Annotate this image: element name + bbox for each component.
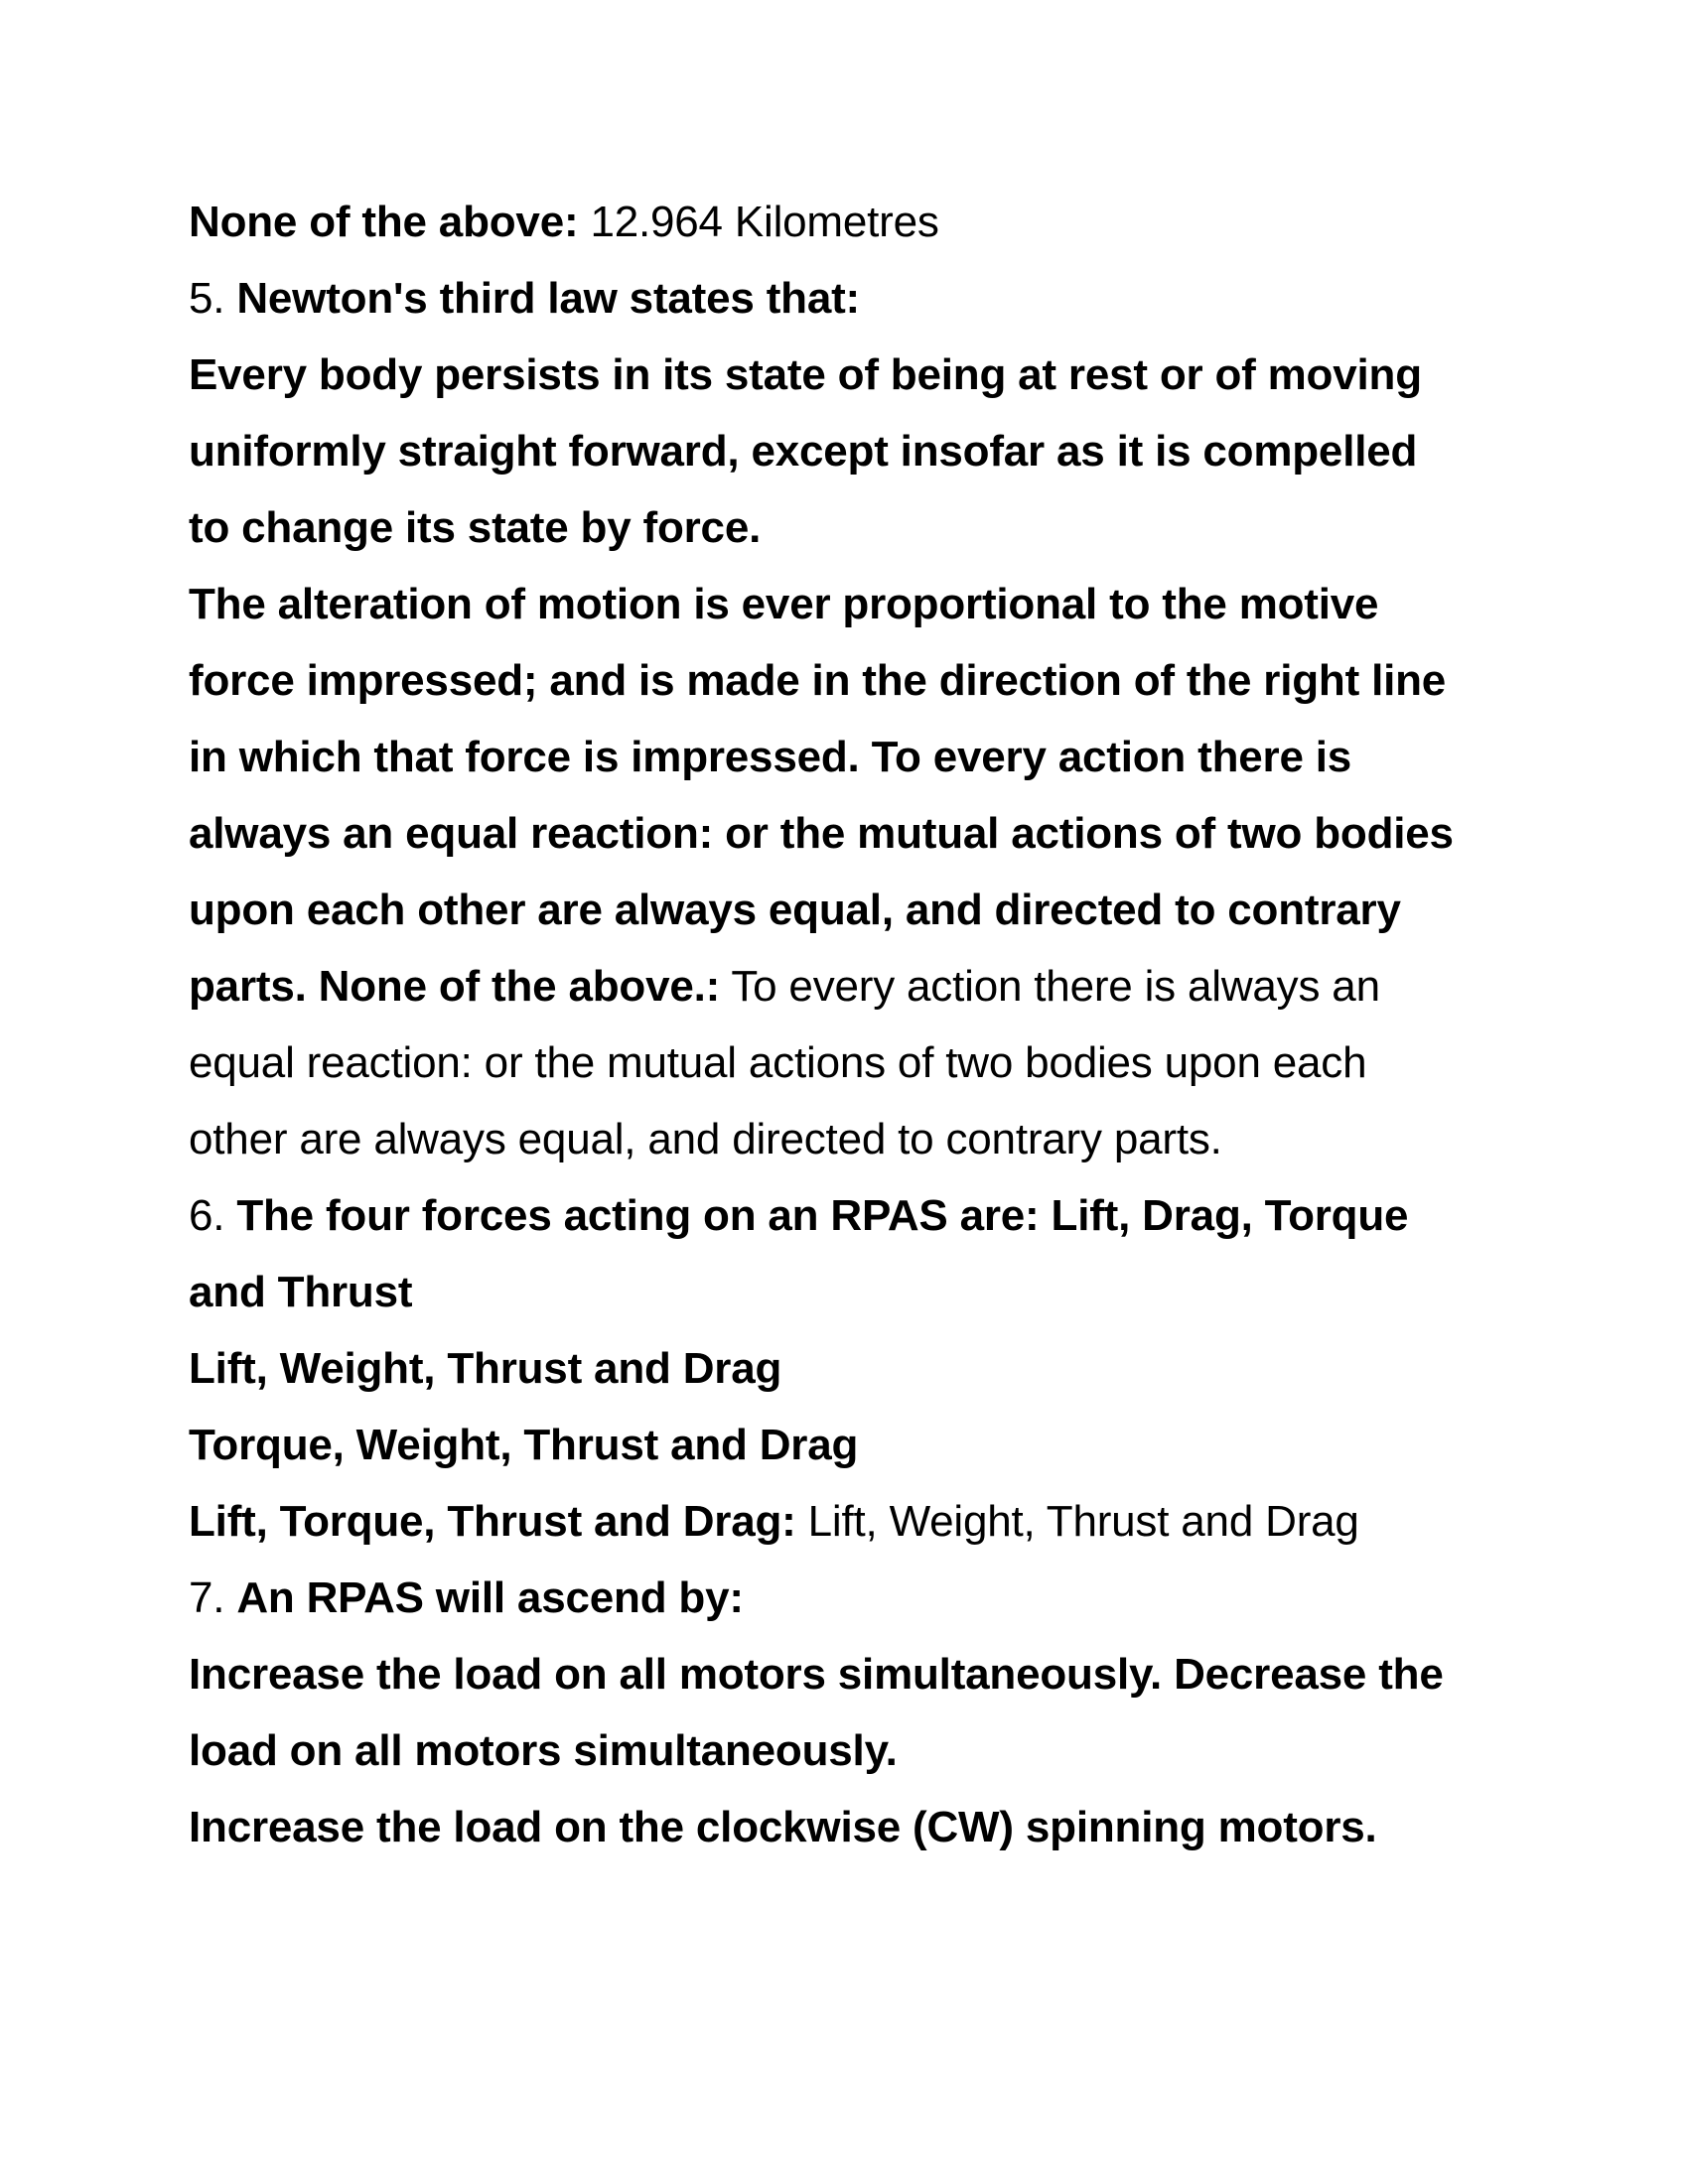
text-segment: always an equal reaction: or the mutual actions of two bodies bbox=[189, 809, 1454, 858]
text-segment: Every body persists in its state of being at rest or of moving bbox=[189, 350, 1422, 399]
text-segment: to change its state by force. bbox=[189, 503, 762, 552]
text-line bbox=[189, 489, 1539, 566]
text-line bbox=[189, 337, 1539, 413]
text-line bbox=[189, 1789, 1539, 1865]
text-segment: in which that force is impressed. To every action there is bbox=[189, 733, 1352, 781]
text-segment: To every action there is always an bbox=[720, 962, 1380, 1011]
text-segment: Lift, Torque, Thrust and Drag: bbox=[189, 1497, 796, 1546]
text-line bbox=[189, 1254, 1539, 1330]
text-segment: An RPAS will ascend by: bbox=[236, 1573, 744, 1622]
text-line bbox=[189, 1636, 1539, 1712]
text-line bbox=[189, 1177, 1539, 1254]
document-text bbox=[189, 184, 1539, 1865]
text-line bbox=[189, 795, 1539, 872]
text-segment: upon each other are always equal, and directed to contrary bbox=[189, 886, 1401, 934]
text-segment: 12.964 Kilometres bbox=[578, 198, 939, 246]
text-segment: Lift, Weight, Thrust and Drag bbox=[189, 1344, 782, 1393]
text-line bbox=[189, 1483, 1539, 1560]
text-segment: Increase the load on all motors simultaneously. Decrease the bbox=[189, 1650, 1444, 1699]
text-segment: Torque, Weight, Thrust and Drag bbox=[189, 1421, 859, 1469]
text-segment: other are always equal, and directed to contrary parts. bbox=[189, 1115, 1222, 1163]
text-line bbox=[189, 872, 1539, 948]
text-line bbox=[189, 413, 1539, 489]
text-segment: The four forces acting on an RPAS are: Lift, Drag, Torque bbox=[236, 1191, 1409, 1240]
text-line bbox=[189, 1712, 1539, 1789]
text-line bbox=[189, 642, 1539, 719]
text-segment: 6. bbox=[189, 1191, 237, 1240]
text-segment: load on all motors simultaneously. bbox=[189, 1726, 898, 1775]
text-segment: 7. bbox=[189, 1573, 237, 1622]
text-line bbox=[189, 566, 1539, 642]
text-line bbox=[189, 1407, 1539, 1483]
text-segment: 5. bbox=[189, 274, 237, 323]
text-line bbox=[189, 948, 1539, 1024]
text-line bbox=[189, 1560, 1539, 1636]
text-line bbox=[189, 1024, 1539, 1101]
text-segment: None of the above: bbox=[189, 198, 579, 246]
text-line bbox=[189, 719, 1539, 795]
text-segment: Lift, Weight, Thrust and Drag bbox=[795, 1497, 1359, 1546]
text-segment: Newton's third law states that: bbox=[236, 274, 861, 323]
text-segment: The alteration of motion is ever proportional to the motive bbox=[189, 580, 1379, 628]
text-segment: uniformly straight forward, except insofar as it is compelled bbox=[189, 427, 1418, 476]
text-segment: parts. None of the above.: bbox=[189, 962, 721, 1011]
text-line bbox=[189, 184, 1539, 260]
text-line bbox=[189, 1101, 1539, 1177]
text-segment: Increase the load on the clockwise (CW) spinning motors. bbox=[189, 1803, 1377, 1851]
text-line bbox=[189, 260, 1539, 337]
text-segment: force impressed; and is made in the direction of the right line bbox=[189, 656, 1447, 705]
text-line bbox=[189, 1330, 1539, 1407]
text-segment: equal reaction: or the mutual actions of two bodies upon each bbox=[189, 1038, 1367, 1087]
text-segment: and Thrust bbox=[189, 1268, 413, 1316]
